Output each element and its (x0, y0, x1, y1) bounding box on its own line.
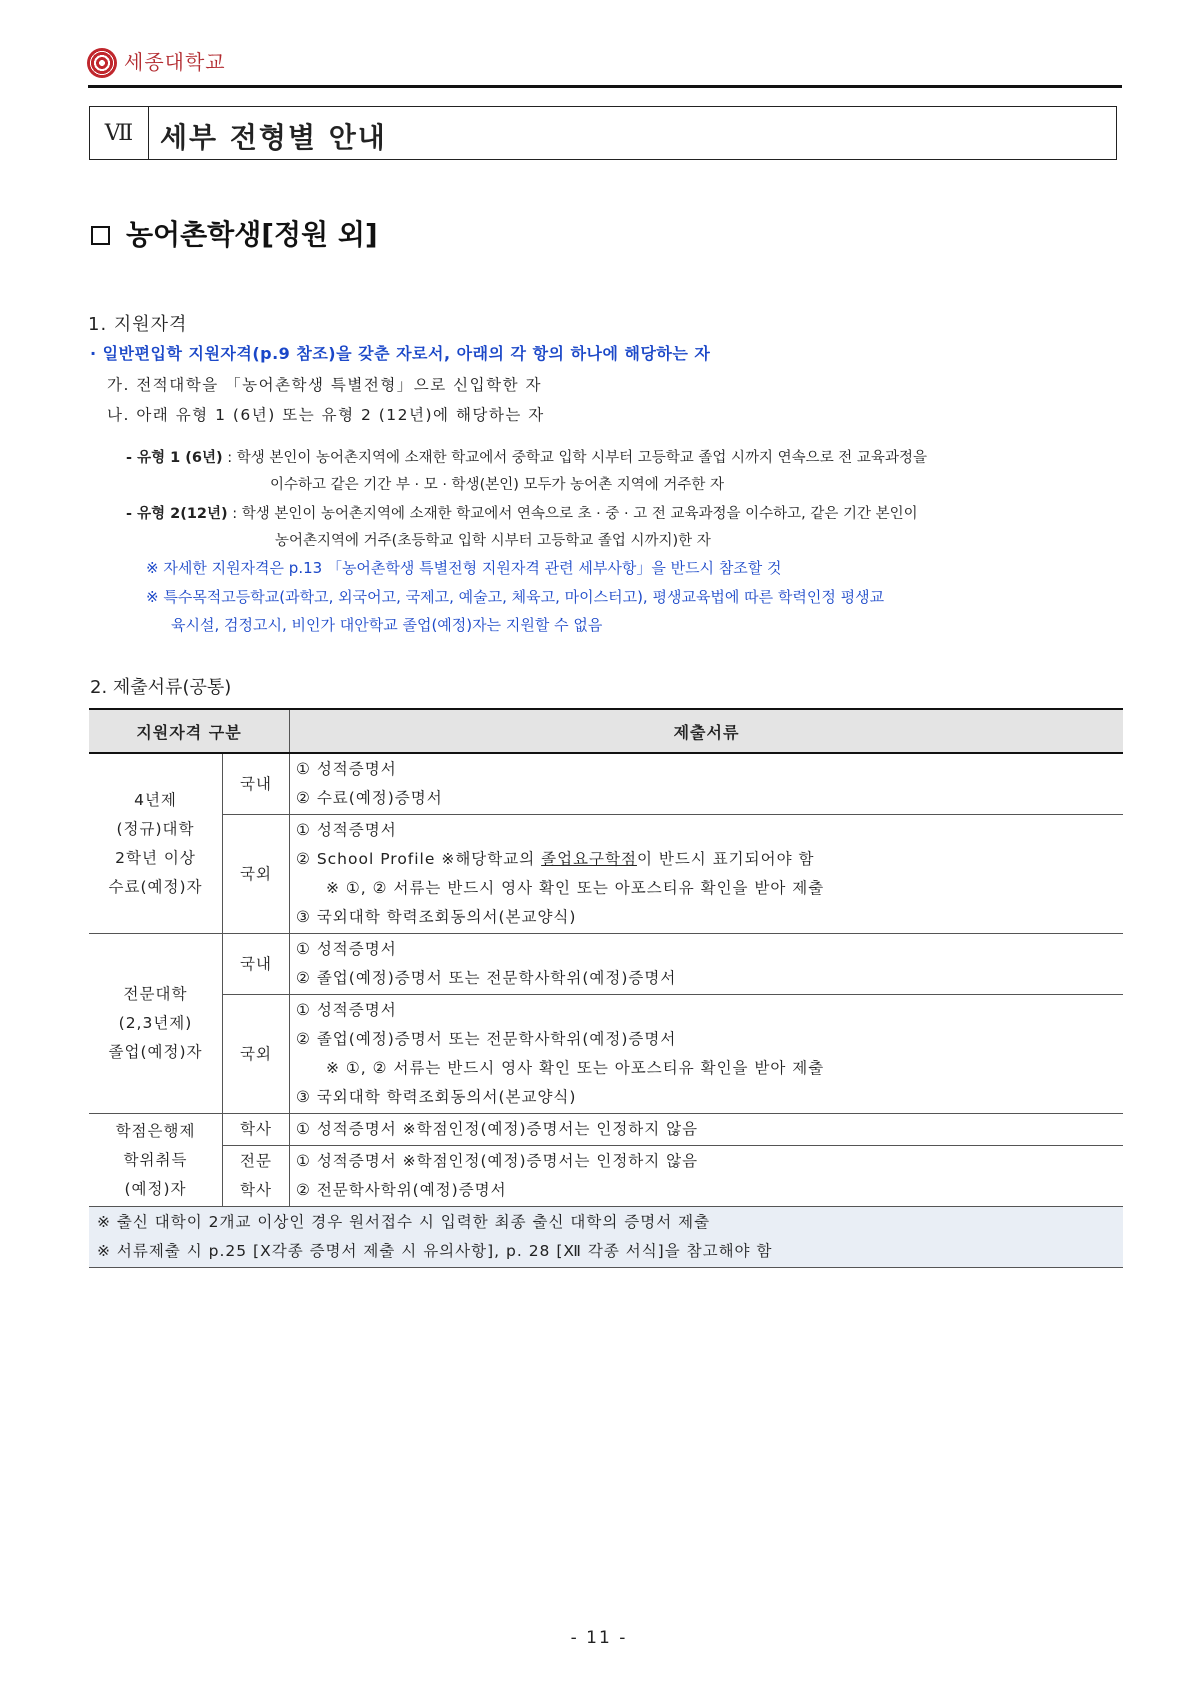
table-footnote-row (89, 1207, 1123, 1268)
documents-title: 2. 제출서류(공통) (90, 677, 232, 698)
type2-line2: 농어촌지역에 거주(초등학교 입학 시부터 고등학교 졸업 시까지)한 자 (275, 533, 711, 549)
type1-line2: 이수하고 같은 기간 부 · 모 · 학생(본인) 모두가 농어촌 지역에 거주한 자 (270, 477, 725, 493)
doc-item: ① 성적증명서 (296, 940, 397, 958)
doc-item: ② 전문학사학위(예정)증명서 (296, 1181, 507, 1199)
doc-text: 이 반드시 표기되어야 함 (636, 850, 815, 868)
table-row (89, 995, 1123, 1114)
footnote: ※ 서류제출 시 p.25 [Ⅹ각종 증명서 제출 시 유의사항], p. 28 [Ⅻ 각종 서식]을 참고해야 함 (97, 1242, 773, 1260)
doc-list (290, 1146, 1124, 1207)
category-line: 졸업(예정)자 (108, 1043, 203, 1061)
university-logo (87, 48, 117, 78)
subcategory-foreign: 국외 (223, 995, 290, 1114)
qualification-title: 1. 지원자격 (88, 314, 188, 335)
type2-label: - 유형 2(12년) (126, 506, 228, 522)
doc-list (290, 753, 1124, 815)
doc-item (296, 845, 1122, 874)
qualification-item-na: 나. 아래 유형 1 (6년) 또는 유형 2 (12년)에 해당하는 자 (107, 406, 545, 424)
header-rule (88, 85, 1122, 88)
doc-item: ② 졸업(예정)증명서 또는 전문학사학위(예정)증명서 (296, 969, 677, 987)
category-4yr (89, 753, 223, 934)
col-header-documents: 제출서류 (290, 709, 1124, 753)
qualification-bullet: ∙ 일반편입학 지원자격(p.9 참조)을 갖춘 자로서, 아래의 각 항의 하나에 해당하는 자 (90, 344, 711, 363)
page-number: - 11 - (570, 1628, 628, 1648)
type2-line1 (126, 502, 918, 523)
doc-item: ③ 국외대학 학력조회동의서(본교양식) (296, 1088, 577, 1106)
category-line: 학점은행제 (115, 1121, 196, 1140)
doc-item: ① 성적증명서 (296, 821, 397, 839)
table-header-row (89, 709, 1123, 753)
section-box (89, 106, 1117, 160)
doc-text: ② School Profile ※해당학교의 (296, 850, 542, 868)
note-2-line1: ※ 특수목적고등학교(과학고, 외국어고, 국제고, 예술고, 체육고, 마이스터고), 평생교육법에 따른 학력인정 평생교 (146, 588, 885, 606)
doc-note: ※ ①, ② 서류는 반드시 영사 확인 또는 아포스티유 확인을 받아 제출 (326, 879, 825, 897)
page-heading: 농어촌학생[정원 외] (126, 218, 378, 251)
subcategory-domestic: 국내 (223, 934, 290, 995)
subcategory-foreign: 국외 (223, 815, 290, 934)
col-header-qualification: 지원자격 구분 (89, 709, 290, 753)
checkbox-icon (91, 226, 110, 245)
table-row (89, 815, 1123, 934)
category-line: (예정)자 (124, 1179, 187, 1198)
section-title: 세부 전형별 안내 (160, 121, 387, 154)
doc-list (290, 934, 1124, 995)
university-name: 세종대학교 (124, 50, 226, 74)
table-footnotes (89, 1207, 1123, 1268)
table-row (89, 753, 1123, 815)
subcategory-associate (223, 1146, 290, 1207)
subcategory-line: 전문 (240, 1152, 272, 1170)
doc-text-underlined: 졸업요구학점 (541, 850, 637, 868)
type1-line1 (126, 446, 927, 467)
doc-item: ② 수료(예정)증명서 (296, 789, 443, 807)
doc-item: ① 성적증명서 (296, 1001, 397, 1019)
doc-item: ① 성적증명서 ※학점인정(예정)증명서는 인정하지 않음 (296, 1120, 699, 1138)
doc-item: ① 성적증명서 (296, 760, 397, 778)
doc-item: ② 졸업(예정)증명서 또는 전문학사학위(예정)증명서 (296, 1030, 677, 1048)
category-line: 수료(예정)자 (108, 877, 203, 896)
note-2-line2: 육시설, 검정고시, 비인가 대안학교 졸업(예정)자는 지원할 수 없음 (171, 616, 603, 634)
category-line: 전문대학 (123, 985, 188, 1003)
table-row (89, 1114, 1123, 1146)
doc-list (290, 1114, 1124, 1146)
type2-text: : 학생 본인이 농어촌지역에 소재한 학교에서 연속으로 초 · 중 · 고 전 교육과정을 이수하고, 같은 기간 본인이 (227, 506, 918, 522)
section-number: Ⅶ (90, 107, 149, 159)
category-line: (2,3년제) (118, 1014, 193, 1032)
category-line: (정규)대학 (116, 819, 195, 838)
type1-text: : 학생 본인이 농어촌지역에 소재한 학교에서 중학교 입학 시부터 고등학교 졸업 시까지 연속으로 전 교육과정을 (222, 450, 927, 466)
documents-table (89, 708, 1123, 1268)
note-1: ※ 자세한 지원자격은 p.13 「농어촌학생 특별전형 지원자격 관련 세부사항」을 반드시 참조할 것 (146, 559, 782, 577)
doc-list (290, 815, 1124, 934)
table-row (89, 1146, 1123, 1207)
footnote: ※ 출신 대학이 2개교 이상인 경우 원서접수 시 입력한 최종 출신 대학의 증명서 제출 (97, 1213, 711, 1231)
subcategory-domestic: 국내 (223, 753, 290, 815)
doc-list (290, 995, 1124, 1114)
subcategory-bachelor: 학사 (223, 1114, 290, 1146)
doc-item: ③ 국외대학 학력조회동의서(본교양식) (296, 908, 577, 926)
type1-label: - 유형 1 (6년) (126, 450, 223, 466)
doc-item: ① 성적증명서 ※학점인정(예정)증명서는 인정하지 않음 (296, 1152, 699, 1170)
category-line: 4년제 (134, 790, 177, 809)
category-credit-bank (89, 1114, 223, 1207)
category-line: 학위취득 (123, 1150, 188, 1169)
doc-note: ※ ①, ② 서류는 반드시 영사 확인 또는 아포스티유 확인을 받아 제출 (326, 1059, 825, 1077)
category-line: 2학년 이상 (115, 848, 196, 867)
table-row (89, 934, 1123, 995)
qualification-item-ga: 가. 전적대학을 「농어촌학생 특별전형」으로 신입학한 자 (107, 376, 542, 394)
category-junior-college (89, 934, 223, 1114)
subcategory-line: 학사 (240, 1181, 272, 1199)
